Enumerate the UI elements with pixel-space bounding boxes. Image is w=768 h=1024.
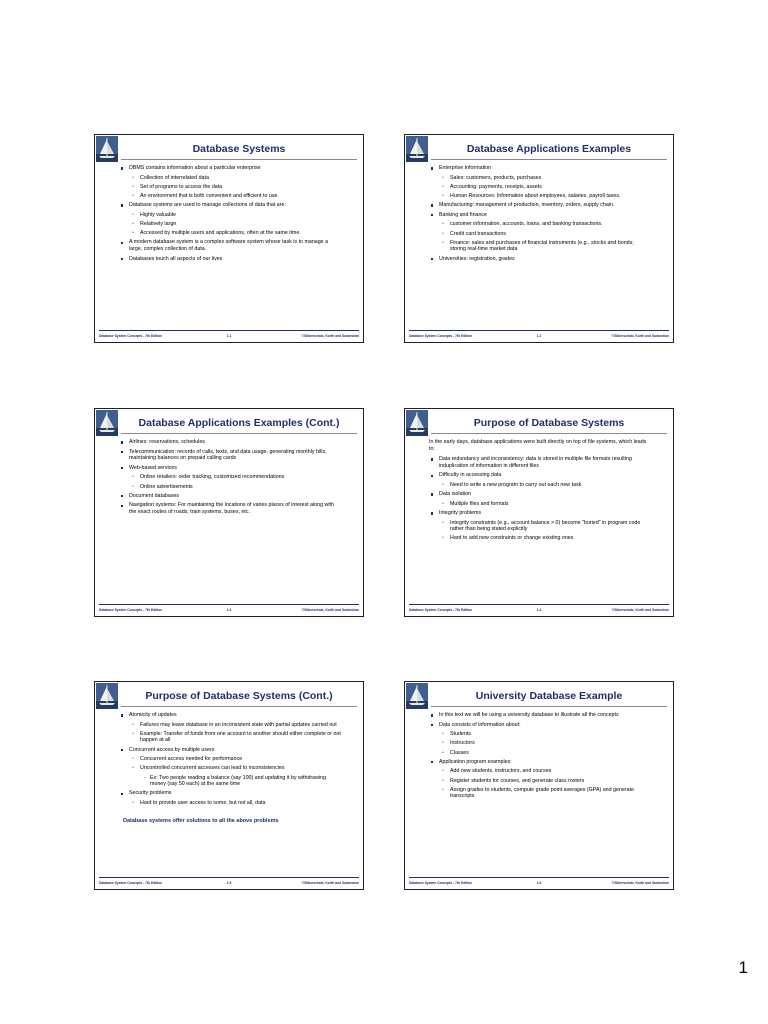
sub-bullet: • Hard to add new constraints or change existing ones [427, 535, 651, 542]
footer-slide-number: 1.2 [536, 334, 542, 338]
sub-bullet: • Multiple files and formats [427, 501, 651, 508]
slide-body [117, 165, 341, 328]
bullet: Data isolation [427, 491, 651, 498]
footer-slide-number: 1.1 [226, 334, 232, 338]
slide-footer [99, 332, 359, 340]
sub-bullet: • Collection of interrelated data [117, 175, 341, 182]
footer-book-title: Database System Concepts - 7th Edition [99, 881, 163, 885]
sailboat-logo-icon [96, 136, 118, 162]
footer-divider [99, 877, 359, 878]
sub-bullet: • Classes [427, 750, 651, 757]
slide-title: University Database Example [475, 690, 623, 702]
footer-copyright: ©Silberschatz, Korth and Sudarshan [611, 881, 669, 885]
sailboat-logo-icon [96, 410, 118, 436]
sub-bullet: • Online retailers: order tracking, customized recommendations [117, 474, 341, 481]
slide-body [427, 439, 651, 602]
emphasis-statement: Database systems offer solutions to all the above problems [123, 817, 279, 824]
bullet: Difficulty in accessing data [427, 472, 651, 479]
footer-divider [409, 877, 669, 878]
footer-copyright: ©Silberschatz, Korth and Sudarshan [301, 608, 359, 612]
bullet: Databases touch all aspects of our lives [117, 256, 341, 263]
sub-bullet: • customer information, accounts, loans, and banking transactions. [427, 221, 651, 228]
sub-bullet: • Failures may leave database in an inconsistent state with partial updates carried out [117, 722, 341, 729]
slide-body [117, 712, 341, 875]
title-divider [431, 433, 667, 434]
bullet: Data redundancy and inconsistency: data is stored in multiple file formats resulting induplication of information in different files [427, 456, 651, 469]
footer-book-title: Database System Concepts - 7th Edition [409, 608, 473, 612]
sub-bullet: • Credit card transactions [427, 231, 651, 238]
bullet: In this text we will be using a university database to illustrate all the concepts [427, 712, 651, 719]
sub-bullet: • An environment that is both convenient and efficient to use [117, 193, 341, 200]
title-divider [121, 706, 357, 707]
bullet: Web-based services [117, 465, 341, 472]
bullet: A modern database system is a complex software system whose task is to manage a large, complex collection of data. [117, 239, 341, 252]
slide-4 [404, 408, 674, 617]
sub-bullet: • Human Resources: Information about employees, salaries, payroll taxes. [427, 193, 651, 200]
title-divider [431, 706, 667, 707]
bullet: Banking and finance [427, 212, 651, 219]
sailboat-logo-icon [406, 410, 428, 436]
footer-copyright: ©Silberschatz, Korth and Sudarshan [611, 608, 669, 612]
sub-bullet: • Relatively large [117, 221, 341, 228]
title-divider [431, 159, 667, 160]
footer-book-title: Database System Concepts - 7th Edition [409, 881, 473, 885]
bullet: Manufacturing: management of production, inventory, orders, supply chain. [427, 202, 651, 209]
slide-body [427, 712, 651, 875]
bullet: Database systems are used to manage collections of data that are: [117, 202, 341, 209]
slide-3 [94, 408, 364, 617]
bullet: Security problems [117, 790, 341, 797]
footer-book-title: Database System Concepts - 7th Edition [99, 334, 163, 338]
sub-bullet: • Accounting: payments, receipts, assets [427, 184, 651, 191]
sub-bullet: • Assign grades to students, compute grade point averages (GPA) and generate transcripts [427, 787, 651, 800]
sailboat-logo-icon [96, 683, 118, 709]
slide-footer [99, 879, 359, 887]
sub-bullet: • Add new students, instructors, and courses [427, 768, 651, 775]
sub-bullet: • Online advertisements [117, 484, 341, 491]
footer-slide-number: 1.4 [536, 608, 542, 612]
sub-bullet: • Instructors [427, 740, 651, 747]
bullet: Atomicity of updates [117, 712, 341, 719]
bullet: Navigation systems: For maintaining the locations of varies places of interest along with the exact routes of roads, train systems, buses, etc. [117, 502, 341, 515]
slide-6 [404, 681, 674, 890]
sub-bullet: • Register students for courses, and generate class rosters [427, 778, 651, 785]
sailboat-logo-icon [406, 136, 428, 162]
sub-bullet: • Example: Transfer of funds from one account to another should either complete or not happen at all [117, 731, 341, 744]
sub-bullet: • Hard to provide user access to some, but not all, data [117, 800, 341, 807]
footer-slide-number: 1.5 [226, 881, 232, 885]
slide-title: Purpose of Database Systems [473, 417, 625, 429]
slide-footer [409, 606, 669, 614]
footer-divider [99, 330, 359, 331]
footer-book-title: Database System Concepts - 7th Edition [99, 608, 163, 612]
footer-book-title: Database System Concepts - 7th Edition [409, 334, 473, 338]
slide-2 [404, 134, 674, 343]
bullet: Airlines: reservations, schedules [117, 439, 341, 446]
bullet: Universities: registration, grades [427, 256, 651, 263]
sub-bullet: • Students [427, 731, 651, 738]
intro-text: In the early days, database applications were built directly on top of file systems, which leads to: [429, 439, 647, 452]
sub-bullet: • Sales: customers, products, purchases [427, 175, 651, 182]
sub-bullet: • Set of programs to access the data [117, 184, 341, 191]
sub-bullet: • Uncontrolled concurrent accesses can lead to inconsistencies [117, 765, 341, 772]
sub-bullet: • Integrity constraints (e.g., account balance > 0) become "buried" in program code rather than being stated explicitly [427, 520, 651, 533]
slide-title: Database Applications Examples (Cont.) [138, 417, 340, 429]
slide-body [117, 439, 341, 602]
slide-footer [99, 606, 359, 614]
slide-title: Database Systems [192, 143, 286, 155]
title-divider [121, 433, 357, 434]
sub-bullet: • Need to write a new program to carry out each new task [427, 482, 651, 489]
footer-copyright: ©Silberschatz, Korth and Sudarshan [301, 334, 359, 338]
slide-5 [94, 681, 364, 890]
footer-divider [409, 604, 669, 605]
bullet: Integrity problems [427, 510, 651, 517]
slide-footer [409, 879, 669, 887]
footer-slide-number: 1.3 [226, 608, 232, 612]
bullet: Concurrent access by multiple users [117, 747, 341, 754]
slide-title: Purpose of Database Systems (Cont.) [145, 690, 333, 702]
slide-footer [409, 332, 669, 340]
footer-divider [99, 604, 359, 605]
footer-copyright: ©Silberschatz, Korth and Sudarshan [611, 334, 669, 338]
slide-title: Database Applications Examples [466, 143, 632, 155]
bullet: DBMS contains information about a particular enterprise [117, 165, 341, 172]
page-number: 1 [738, 958, 748, 977]
bullet: Application program examples: [427, 759, 651, 766]
sub-bullet: • Accessed by multiple users and applications, often at the same time. [117, 230, 341, 237]
title-divider [121, 159, 357, 160]
bullet: Data consists of information about: [427, 722, 651, 729]
bullet: Telecommunication: records of calls, texts, and data usage, generating monthly bills, maintaining balances on prepaid calling cards [117, 449, 341, 462]
sub-bullet: • Highly valuable [117, 212, 341, 219]
sub-sub-bullet: - Ex: Two people reading a balance (say 100) and updating it by withdrawing money (say 50 each) at the same time [117, 775, 341, 788]
footer-slide-number: 1.6 [536, 881, 542, 885]
bullet: Enterprise Information [427, 165, 651, 172]
footer-divider [409, 330, 669, 331]
bullet: Document databases [117, 493, 341, 500]
slide-body [427, 165, 651, 328]
sub-bullet: • Concurrent access needed for performance [117, 756, 341, 763]
sailboat-logo-icon [406, 683, 428, 709]
sub-bullet: • Finance: sales and purchases of financial instruments (e.g., stocks and bonds; storing real-time market data [427, 240, 651, 253]
footer-copyright: ©Silberschatz, Korth and Sudarshan [301, 881, 359, 885]
slide-1 [94, 134, 364, 343]
